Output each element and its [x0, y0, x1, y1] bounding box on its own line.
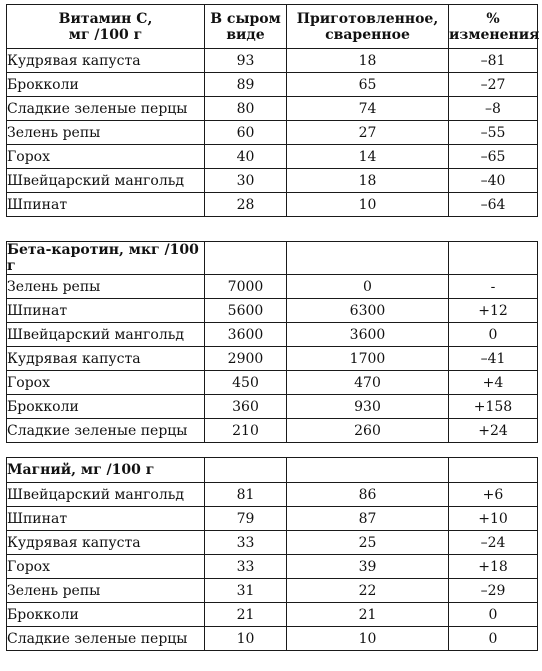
header-nutrient: Магний, мг /100 г [7, 458, 205, 483]
row-percent-change: +4 [449, 371, 538, 395]
header-cooked: Приготовленное, сваренное [287, 5, 449, 49]
row-name: Сладкие зеленые перцы [7, 419, 205, 443]
row-percent-change: +12 [449, 299, 538, 323]
table-row [7, 169, 538, 193]
row-raw-value: 10 [205, 627, 287, 651]
row-raw-value: 360 [205, 395, 287, 419]
row-percent-change: +18 [449, 555, 538, 579]
row-raw-value: 80 [205, 97, 287, 121]
header-raw [205, 242, 287, 275]
row-percent-change: 0 [449, 323, 538, 347]
row-cooked-value: 87 [287, 507, 449, 531]
table-row [7, 483, 538, 507]
table-row [7, 145, 538, 169]
row-name: Кудрявая капуста [7, 49, 205, 73]
row-percent-change: –64 [449, 193, 538, 217]
vitamin-c-rows [7, 49, 538, 217]
row-percent-change: –81 [449, 49, 538, 73]
magnesium-rows [7, 483, 538, 651]
row-cooked-value: 18 [287, 169, 449, 193]
row-raw-value: 7000 [205, 275, 287, 299]
table-row [7, 579, 538, 603]
row-percent-change: +10 [449, 507, 538, 531]
row-name: Швейцарский мангольд [7, 169, 205, 193]
row-name: Горох [7, 145, 205, 169]
row-cooked-value: 260 [287, 419, 449, 443]
table-row [7, 419, 538, 443]
table-row [7, 627, 538, 651]
row-raw-value: 3600 [205, 323, 287, 347]
row-raw-value: 33 [205, 531, 287, 555]
row-raw-value: 2900 [205, 347, 287, 371]
row-raw-value: 5600 [205, 299, 287, 323]
table-row [7, 73, 538, 97]
header-raw [205, 458, 287, 483]
table-row [7, 97, 538, 121]
header-nutrient: Бета-каротин, мкг /100 г [7, 242, 205, 275]
vitamin-c-table [6, 4, 538, 217]
row-name: Зелень репы [7, 121, 205, 145]
table-row [7, 121, 538, 145]
row-cooked-value: 74 [287, 97, 449, 121]
row-cooked-value: 22 [287, 579, 449, 603]
row-name: Шпинат [7, 507, 205, 531]
row-percent-change: +158 [449, 395, 538, 419]
row-percent-change: +24 [449, 419, 538, 443]
row-raw-value: 40 [205, 145, 287, 169]
row-raw-value: 89 [205, 73, 287, 97]
header-raw: В сыром виде [205, 5, 287, 49]
table-header-row [7, 242, 538, 275]
row-percent-change: –29 [449, 579, 538, 603]
row-cooked-value: 930 [287, 395, 449, 419]
row-raw-value: 33 [205, 555, 287, 579]
row-name: Брокколи [7, 73, 205, 97]
header-cooked [287, 242, 449, 275]
beta-carotene-rows [7, 275, 538, 443]
row-cooked-value: 39 [287, 555, 449, 579]
row-name: Брокколи [7, 395, 205, 419]
row-name: Кудрявая капуста [7, 531, 205, 555]
row-percent-change: +6 [449, 483, 538, 507]
row-cooked-value: 27 [287, 121, 449, 145]
table-row [7, 49, 538, 73]
row-cooked-value: 86 [287, 483, 449, 507]
row-cooked-value: 0 [287, 275, 449, 299]
table-row [7, 323, 538, 347]
row-raw-value: 28 [205, 193, 287, 217]
row-percent-change: –24 [449, 531, 538, 555]
row-percent-change: 0 [449, 603, 538, 627]
row-name: Брокколи [7, 603, 205, 627]
table-header-row [7, 458, 538, 483]
table-row [7, 507, 538, 531]
row-name: Швейцарский мангольд [7, 483, 205, 507]
header-percent-change [449, 458, 538, 483]
row-cooked-value: 25 [287, 531, 449, 555]
table-row [7, 371, 538, 395]
row-percent-change: –8 [449, 97, 538, 121]
row-percent-change: –55 [449, 121, 538, 145]
magnesium-table [6, 457, 538, 651]
header-nutrient: Витамин С, мг /100 г [7, 5, 205, 49]
row-percent-change: –65 [449, 145, 538, 169]
row-name: Шпинат [7, 299, 205, 323]
row-cooked-value: 14 [287, 145, 449, 169]
table-row [7, 603, 538, 627]
row-cooked-value: 470 [287, 371, 449, 395]
header-percent-change [449, 242, 538, 275]
row-raw-value: 93 [205, 49, 287, 73]
table-header-row [7, 5, 538, 49]
row-cooked-value: 10 [287, 193, 449, 217]
row-name: Зелень репы [7, 579, 205, 603]
row-cooked-value: 65 [287, 73, 449, 97]
row-name: Шпинат [7, 193, 205, 217]
row-name: Кудрявая капуста [7, 347, 205, 371]
row-cooked-value: 1700 [287, 347, 449, 371]
row-name: Сладкие зеленые перцы [7, 97, 205, 121]
header-percent-change: % изменения [449, 5, 538, 49]
row-name: Горох [7, 555, 205, 579]
row-percent-change: –41 [449, 347, 538, 371]
row-percent-change: - [449, 275, 538, 299]
row-raw-value: 31 [205, 579, 287, 603]
row-raw-value: 79 [205, 507, 287, 531]
table-row [7, 299, 538, 323]
row-cooked-value: 18 [287, 49, 449, 73]
row-cooked-value: 3600 [287, 323, 449, 347]
row-name: Швейцарский мангольд [7, 323, 205, 347]
row-raw-value: 210 [205, 419, 287, 443]
row-raw-value: 21 [205, 603, 287, 627]
row-raw-value: 60 [205, 121, 287, 145]
row-percent-change: 0 [449, 627, 538, 651]
row-cooked-value: 21 [287, 603, 449, 627]
table-row [7, 193, 538, 217]
table-row [7, 555, 538, 579]
table-row [7, 531, 538, 555]
row-cooked-value: 6300 [287, 299, 449, 323]
table-row [7, 347, 538, 371]
row-name: Горох [7, 371, 205, 395]
table-row [7, 275, 538, 299]
table-row [7, 395, 538, 419]
row-name: Сладкие зеленые перцы [7, 627, 205, 651]
row-raw-value: 450 [205, 371, 287, 395]
row-name: Зелень репы [7, 275, 205, 299]
row-percent-change: –40 [449, 169, 538, 193]
beta-carotene-table [6, 241, 538, 443]
row-raw-value: 81 [205, 483, 287, 507]
row-percent-change: –27 [449, 73, 538, 97]
row-raw-value: 30 [205, 169, 287, 193]
header-cooked [287, 458, 449, 483]
row-cooked-value: 10 [287, 627, 449, 651]
